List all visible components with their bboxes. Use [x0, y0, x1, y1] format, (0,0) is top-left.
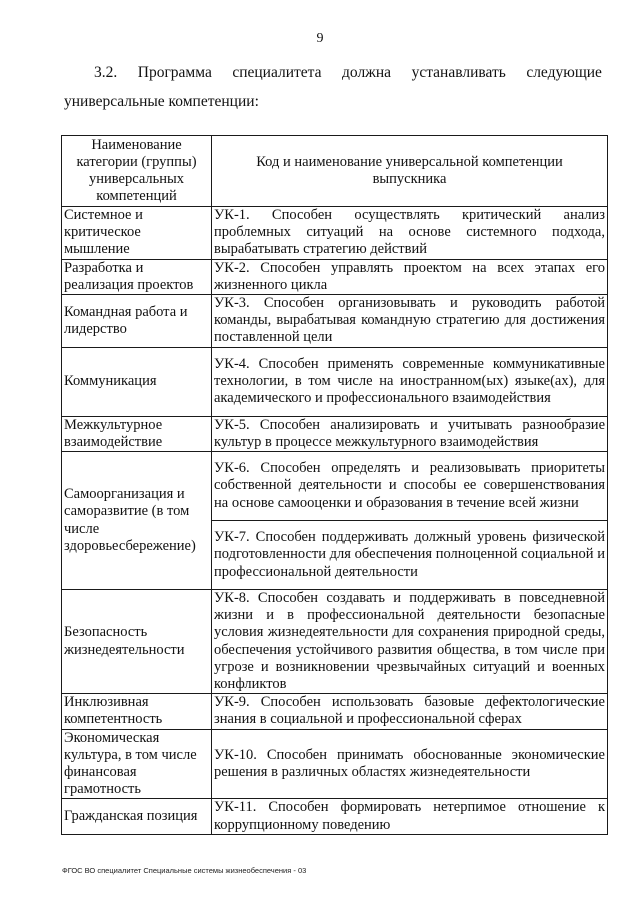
- category-cell: Системное и критическое мышление: [62, 207, 212, 260]
- competence-cell: УК-2. Способен управлять проектом на всех этапах его жизненного цикла: [212, 259, 608, 294]
- intro-word: следующие: [526, 64, 602, 81]
- category-cell: Межкультурное взаимодействие: [62, 416, 212, 451]
- category-cell: Самоорганизация и саморазвитие (в том числе здоровьесбережение): [62, 452, 212, 590]
- competence-cell: УК-4. Способен применять современные коммуникативные технологии, в том числе на иностранном(ых) языке(ах), для академического и профессионального взаимодействия: [212, 347, 608, 416]
- category-cell: Разработка и реализация проектов: [62, 259, 212, 294]
- page-number: 9: [316, 31, 324, 46]
- competence-cell: УК-7. Способен поддерживать должный уровень физической подготовленности для обеспечения полноценной социальной и профессиональной деятельности: [212, 521, 608, 590]
- competence-cell: УК-5. Способен анализировать и учитывать разнообразие культур в процессе межкультурного взаимодействия: [212, 416, 608, 451]
- category-cell: Безопасность жизнедеятельности: [62, 590, 212, 694]
- table-row: [62, 452, 608, 521]
- table-row: [62, 590, 608, 694]
- table-row: [62, 295, 608, 348]
- table-row: [62, 207, 608, 260]
- competence-cell: УК-6. Способен определять и реализовывать приоритеты собственной деятельности и способы ее совершенствования на основе самооценки и образования в течение всей жизни: [212, 452, 608, 521]
- competence-cell: УК-1. Способен осуществлять критический анализ проблемных ситуаций на основе системного подхода, вырабатывать стратегию действий: [212, 207, 608, 260]
- table-row: [62, 694, 608, 729]
- competence-cell: УК-3. Способен организовывать и руководить работой команды, вырабатывая командную стратегию для достижения поставленной цели: [212, 295, 608, 348]
- page-footer: ФГОС ВО специалитет Специальные системы жизнеобеспечения - 03: [62, 866, 307, 875]
- header-category: Наименование категории (группы) универсальных компетенций: [62, 136, 212, 207]
- table-row: [62, 259, 608, 294]
- intro-paragraph: [64, 58, 602, 116]
- competencies-table: [61, 135, 608, 835]
- intro-word: 3.2.: [94, 64, 118, 81]
- category-cell: Инклюзивная компетентность: [62, 694, 212, 729]
- category-cell: Экономическая культура, в том числе финансовая грамотность: [62, 729, 212, 799]
- table-row: [62, 347, 608, 416]
- category-cell: Коммуникация: [62, 347, 212, 416]
- intro-word: должна: [342, 64, 392, 81]
- competence-cell: УК-9. Способен использовать базовые дефектологические знания в социальной и профессиональной сферах: [212, 694, 608, 729]
- competence-cell: УК-11. Способен формировать нетерпимое отношение к коррупционному поведению: [212, 799, 608, 834]
- table-header-row: [62, 136, 608, 207]
- intro-word: специалитета: [232, 64, 322, 81]
- intro-line-2: универсальные компетенции:: [64, 93, 259, 110]
- intro-word: Программа: [137, 64, 212, 81]
- table-row: [62, 729, 608, 799]
- competence-cell: УК-10. Способен принимать обоснованные экономические решения в различных областях жизнедеятельности: [212, 729, 608, 799]
- category-cell: Гражданская позиция: [62, 799, 212, 834]
- table-row: [62, 799, 608, 834]
- category-cell: Командная работа и лидерство: [62, 295, 212, 348]
- header-competence: Код и наименование универсальной компетенции выпускника: [212, 136, 608, 207]
- intro-word: устанавливать: [411, 64, 506, 81]
- intro-line-1: [64, 58, 602, 87]
- table-row: [62, 416, 608, 451]
- competence-cell: УК-8. Способен создавать и поддерживать в повседневной жизни и в профессиональной деятельности безопасные условия жизнедеятельности для сохранения природной среды, обеспечения устойчивого развития общества, в том числе при угрозе и возникновении чрезвычайных ситуаций и военных конфликтов: [212, 590, 608, 694]
